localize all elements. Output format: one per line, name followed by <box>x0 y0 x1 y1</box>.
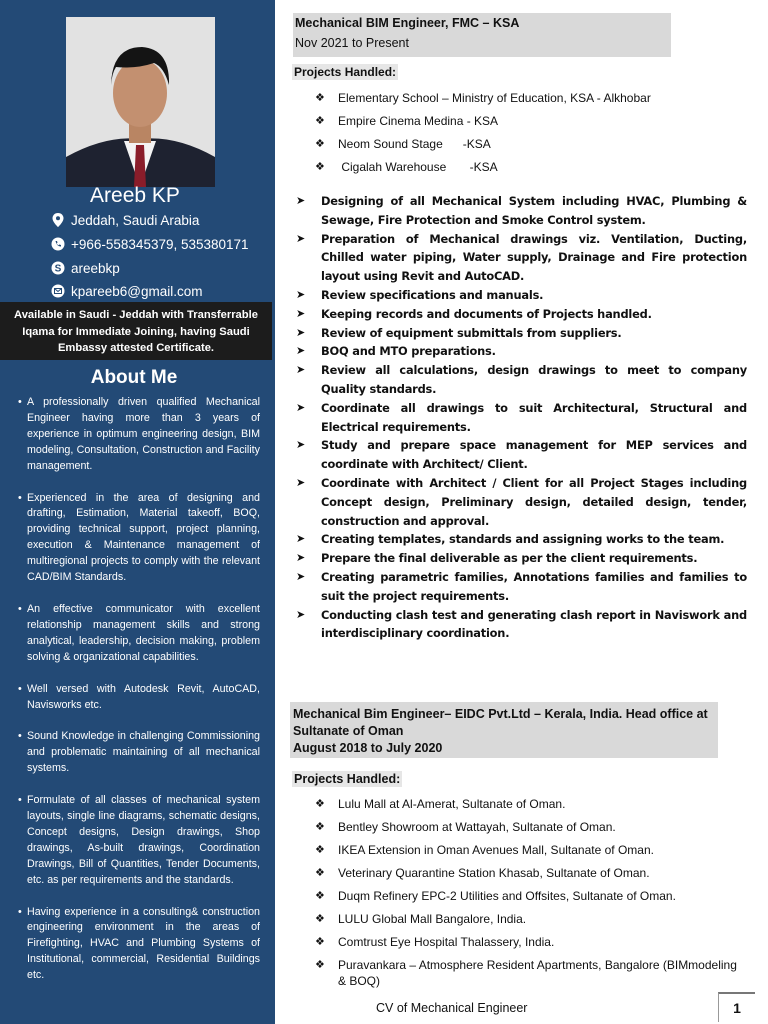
job1-dates: Nov 2021 to Present <box>295 36 409 50</box>
responsibility-text: Study and prepare space management for MEP services and coordinate with Architect/ Client. <box>321 438 747 472</box>
list-item <box>296 342 747 361</box>
diamond-bullet-icon: ❖ <box>315 867 325 879</box>
phone-text: +966-558345379, 535380171 <box>71 236 249 252</box>
phone-icon <box>50 236 66 252</box>
skype <box>50 260 120 276</box>
diamond-bullet-icon: ❖ <box>315 138 325 150</box>
arrow-bullet-icon: ➤ <box>296 306 306 320</box>
about-item: • Having experience in a consulting& construction engineering environment in the areas of Firefighting, HVAC and Plumbing Systems of Institutional, commercial, Residential Buildings etc. <box>18 905 260 985</box>
diamond-bullet-icon: ❖ <box>315 959 325 971</box>
arrow-bullet-icon: ➤ <box>296 325 306 339</box>
arrow-bullet-icon: ➤ <box>296 438 306 452</box>
arrow-bullet-icon: ➤ <box>296 400 306 414</box>
list-item <box>296 530 747 549</box>
job1-projects-label: Projects Handled: <box>294 65 397 79</box>
responsibility-text: Creating templates, standards and assigning works to the team. <box>321 532 725 547</box>
about-title: About Me <box>90 367 178 388</box>
list-item <box>296 192 747 230</box>
location <box>50 212 199 228</box>
project-name: Duqm Refinery EPC-2 Utilities and Offsites, Sultanate of Oman. <box>338 889 676 903</box>
responsibility-text: Designing of all Mechanical System including HVAC, Plumbing & Sewage, Fire Protection and Smoke Control system. <box>321 194 747 227</box>
project-name: Lulu Mall at Al-Amerat, Sultanate of Oman. <box>338 797 566 811</box>
diamond-bullet-icon: ❖ <box>315 844 325 856</box>
list-item <box>315 819 745 835</box>
job1-responsibilities <box>296 192 747 643</box>
job1-projects <box>315 90 651 182</box>
mail-icon <box>50 283 66 299</box>
job2-dates: August 2018 to July 2020 <box>293 741 443 755</box>
job2-projects-label: Projects Handled: <box>294 772 401 786</box>
diamond-bullet-icon: ❖ <box>315 936 325 948</box>
responsibility-text: Prepare the final deliverable as per the client requirements. <box>321 551 698 566</box>
arrow-bullet-icon: ➤ <box>296 344 306 358</box>
skype-icon <box>50 260 66 276</box>
sidebar <box>0 0 275 1024</box>
diamond-bullet-icon: ❖ <box>315 913 325 925</box>
skype-text: areebkp <box>71 260 120 276</box>
about-item: • An effective communicator with excellent relationship management skills and strong analytical, leadership, decision making, problem solving & organizational capabilities. <box>18 602 260 666</box>
project-name: Neom Sound Stage -KSA <box>338 137 491 151</box>
diamond-bullet-icon: ❖ <box>315 161 325 173</box>
about-list <box>18 395 260 1000</box>
list-item <box>296 230 747 286</box>
profile-photo <box>66 17 215 187</box>
diamond-bullet-icon: ❖ <box>315 821 325 833</box>
main-content <box>290 0 760 1024</box>
responsibility-text: Conducting clash test and generating clash report in Naviswork and interdisciplinary coordination. <box>321 607 747 641</box>
list-item <box>315 957 745 989</box>
arrow-bullet-icon: ➤ <box>296 287 306 301</box>
job1-header <box>293 13 671 57</box>
arrow-bullet-icon: ➤ <box>296 363 306 377</box>
arrow-bullet-icon: ➤ <box>296 231 306 245</box>
diamond-bullet-icon: ❖ <box>315 115 325 127</box>
responsibility-text: BOQ and MTO preparations. <box>321 344 496 359</box>
footer-title: CV of Mechanical Engineer <box>376 1001 528 1015</box>
about-item: • Well versed with Autodesk Revit, AutoCAD, Navisworks etc. <box>18 682 260 714</box>
list-item <box>296 361 747 399</box>
page-number: 1 <box>718 992 755 1022</box>
responsibility-text: Review specifications and manuals. <box>321 287 544 302</box>
list-item <box>296 549 747 568</box>
list-item <box>315 865 745 881</box>
list-item <box>296 436 747 474</box>
list-item <box>296 568 747 606</box>
list-item <box>315 888 745 904</box>
list-item <box>296 305 747 324</box>
list-item <box>315 934 745 950</box>
project-name: Cigalah Warehouse -KSA <box>338 160 498 174</box>
list-item <box>315 159 651 182</box>
candidate-name: Areeb KP <box>90 184 180 207</box>
job2-title: Mechanical Bim Engineer– EIDC Pvt.Ltd – Kerala, India. Head office at Sultanate of Oman <box>293 707 708 738</box>
responsibility-text: Keeping records and documents of Projects handled. <box>321 306 652 321</box>
arrow-bullet-icon: ➤ <box>296 551 306 565</box>
project-name: LULU Global Mall Bangalore, India. <box>338 912 527 926</box>
phone <box>50 236 249 252</box>
list-item <box>315 90 651 113</box>
responsibility-text: Coordinate with Architect / Client for all Project Stages including Concept design, Preliminary design, detailed design, tender, construction and approval. <box>321 475 747 528</box>
diamond-bullet-icon: ❖ <box>315 92 325 104</box>
responsibility-text: Creating parametric families, Annotations families and families to suit the project requirements. <box>321 569 747 603</box>
list-item <box>296 286 747 305</box>
responsibility-text: Review all calculations, design drawings to meet to company Quality standards. <box>321 363 747 396</box>
location-pin-icon <box>50 212 66 228</box>
project-name: Comtrust Eye Hospital Thalassery, India. <box>338 935 555 949</box>
diamond-bullet-icon: ❖ <box>315 798 325 810</box>
responsibility-text: Review of equipment submittals from suppliers. <box>321 325 622 340</box>
email[interactable] <box>50 283 203 299</box>
list-item <box>315 113 651 136</box>
list-item <box>315 911 745 927</box>
arrow-bullet-icon: ➤ <box>296 569 306 583</box>
svg-text:S: S <box>54 263 62 275</box>
location-text: Jeddah, Saudi Arabia <box>71 212 200 228</box>
list-item <box>296 399 747 437</box>
list-item <box>296 324 747 343</box>
job1-title: Mechanical BIM Engineer, FMC – KSA <box>295 16 520 30</box>
email-text[interactable]: kpareeb6@gmail.com <box>71 283 203 299</box>
diamond-bullet-icon: ❖ <box>315 890 325 902</box>
arrow-bullet-icon: ➤ <box>296 194 306 207</box>
list-item <box>315 136 651 159</box>
responsibility-text: Preparation of Mechanical drawings viz. Ventilation, Ducting, Chilled water piping, Water supply, Drainage and Fire protection layout using Revit and AutoCAD. <box>321 231 747 284</box>
project-name: IKEA Extension in Oman Avenues Mall, Sultanate of Oman. <box>338 843 654 857</box>
arrow-bullet-icon: ➤ <box>296 607 306 621</box>
list-item <box>315 842 745 858</box>
list-item <box>315 796 745 812</box>
project-name: Bentley Showroom at Wattayah, Sultanate of Oman. <box>338 820 616 834</box>
list-item <box>296 606 747 644</box>
arrow-bullet-icon: ➤ <box>296 475 306 489</box>
responsibility-text: Coordinate all drawings to suit Architectural, Structural and Electrical requirements. <box>321 400 747 434</box>
about-item: • Sound Knowledge in challenging Commissioning and problematic maintaining of all mechanical systems. <box>18 729 260 777</box>
list-item <box>296 474 747 530</box>
about-item: • Experienced in the area of designing and drafting, Estimation, Material takeoff, BOQ, providing technical support, project planning, execution & Maintenance management of multiregional projects to comply with the relevant CAD/BIM Standards. <box>18 491 260 586</box>
arrow-bullet-icon: ➤ <box>296 532 306 546</box>
about-item: • A professionally driven qualified Mechanical Engineer having more than 3 years of experience in optimum engineering design, BIM modeling, Consultation, Construction and Facility management. <box>18 395 260 475</box>
job2-header <box>290 702 718 758</box>
project-name: Empire Cinema Medina - KSA <box>338 114 499 128</box>
about-item: • Formulate of all classes of mechanical system layouts, single line diagrams, schematic designs, Concept designs, Design drawings, Shop drawings, As-built drawings, Coordination Drawings, Bill of Quantities, Tender Documents, etc. as per requirements and the standards. <box>18 793 260 888</box>
availability-banner: Available in Saudi - Jeddah with Transferrable Iqama for Immediate Joining, having Saudi Embassy attested Certificate. <box>0 302 272 360</box>
project-name: Elementary School – Ministry of Education, KSA - Alkhobar <box>338 91 651 105</box>
project-name: Puravankara – Atmosphere Resident Apartments, Bangalore (BIMmodeling & BOQ) <box>338 958 737 988</box>
job2-projects <box>315 796 745 996</box>
project-name: Veterinary Quarantine Station Khasab, Sultanate of Oman. <box>338 866 650 880</box>
